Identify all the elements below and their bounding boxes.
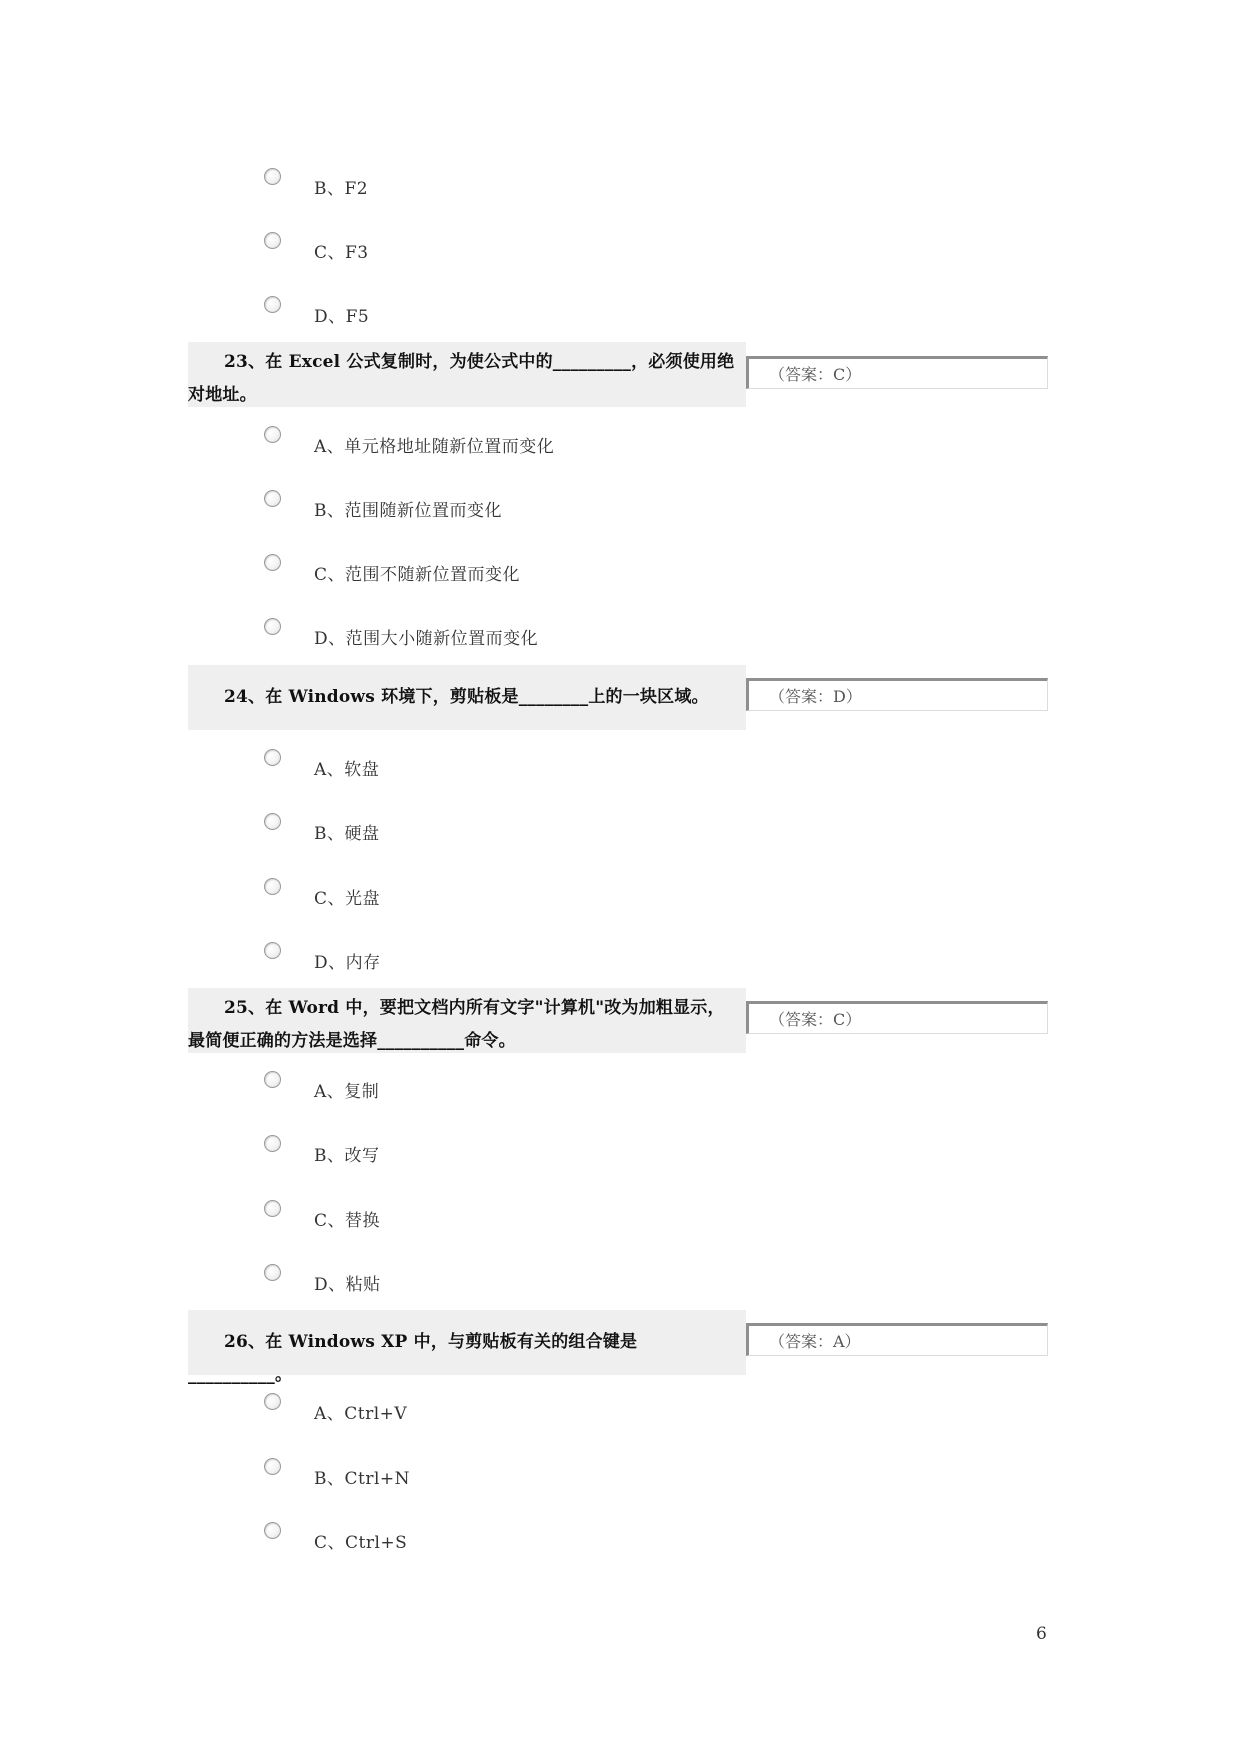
option-label: B、F2 — [314, 179, 369, 199]
option-b[interactable] — [264, 813, 784, 853]
option-label: A、Ctrl+V — [314, 1404, 408, 1424]
answer-text: （答案：C） — [769, 365, 862, 384]
option-a[interactable] — [264, 749, 784, 789]
option-label: D、粘贴 — [314, 1275, 381, 1295]
option-label: D、F5 — [314, 307, 370, 327]
option-b[interactable] — [264, 1458, 784, 1498]
option-c[interactable] — [264, 554, 784, 594]
option-d[interactable] — [264, 1264, 784, 1304]
option-d[interactable] — [264, 296, 784, 336]
option-c[interactable] — [264, 878, 784, 918]
answer-field[interactable] — [746, 1323, 1048, 1356]
radio-button-icon[interactable] — [264, 749, 281, 766]
option-b[interactable] — [264, 490, 784, 530]
answer-field[interactable] — [746, 678, 1048, 711]
option-a[interactable] — [264, 426, 784, 466]
option-b[interactable] — [264, 1135, 784, 1175]
radio-button-icon[interactable] — [264, 232, 281, 249]
option-label: B、硬盘 — [314, 824, 380, 844]
radio-button-icon[interactable] — [264, 1071, 281, 1088]
option-label: B、Ctrl+N — [314, 1469, 411, 1489]
option-label: A、复制 — [314, 1082, 380, 1102]
option-label: D、内存 — [314, 953, 381, 973]
option-a[interactable] — [264, 1071, 784, 1111]
radio-button-icon[interactable] — [264, 1393, 281, 1410]
option-label: B、改写 — [314, 1146, 380, 1166]
option-c[interactable] — [264, 1200, 784, 1240]
option-label: C、范围不随新位置而变化 — [314, 565, 521, 585]
option-label: B、范围随新位置而变化 — [314, 501, 502, 521]
question-26 — [188, 1310, 746, 1385]
radio-button-icon[interactable] — [264, 1522, 281, 1539]
option-label: C、F3 — [314, 243, 369, 263]
option-label: C、替换 — [314, 1211, 381, 1231]
answer-text: （答案：D） — [769, 687, 862, 706]
radio-button-icon[interactable] — [264, 813, 281, 830]
question-text: 25、在 Word 中，要把文档内所有文字"计算机"改为加粗显示，最简便正确的方法是选择__________命令。 — [188, 998, 725, 1051]
question-text: 24、在 Windows 环境下，剪贴板是________上的一块区域。 — [224, 687, 709, 707]
option-c[interactable] — [264, 232, 784, 272]
option-label: D、范围大小随新位置而变化 — [314, 629, 539, 649]
question-25 — [188, 988, 746, 1053]
option-a[interactable] — [264, 1393, 784, 1433]
question-23 — [188, 342, 746, 407]
radio-button-icon[interactable] — [264, 1264, 281, 1281]
radio-button-icon[interactable] — [264, 1458, 281, 1475]
question-text: 23、在 Excel 公式复制时，为使公式中的_________，必须使用绝对地址。 — [188, 352, 735, 405]
option-label: A、单元格地址随新位置而变化 — [314, 437, 555, 457]
answer-field[interactable] — [746, 356, 1048, 389]
answer-text: （答案：A） — [769, 1332, 861, 1351]
option-c[interactable] — [264, 1522, 784, 1562]
radio-button-icon[interactable] — [264, 942, 281, 959]
radio-button-icon[interactable] — [264, 426, 281, 443]
radio-button-icon[interactable] — [264, 1135, 281, 1152]
radio-button-icon[interactable] — [264, 490, 281, 507]
radio-button-icon[interactable] — [264, 168, 281, 185]
answer-text: （答案：C） — [769, 1010, 862, 1029]
radio-button-icon[interactable] — [264, 618, 281, 635]
option-label: A、软盘 — [314, 760, 380, 780]
option-d[interactable] — [264, 618, 784, 658]
radio-button-icon[interactable] — [264, 878, 281, 895]
answer-field[interactable] — [746, 1001, 1048, 1034]
option-d[interactable] — [264, 942, 784, 982]
question-24 — [188, 665, 746, 730]
radio-button-icon[interactable] — [264, 1200, 281, 1217]
option-label: C、光盘 — [314, 889, 381, 909]
radio-button-icon[interactable] — [264, 296, 281, 313]
option-b[interactable] — [264, 168, 784, 208]
question-text: 26、在 Windows XP 中，与剪贴板有关的组合键是__________。 — [188, 1332, 638, 1385]
page-number: 6 — [1036, 1624, 1047, 1644]
option-label: C、Ctrl+S — [314, 1533, 408, 1553]
radio-button-icon[interactable] — [264, 554, 281, 571]
